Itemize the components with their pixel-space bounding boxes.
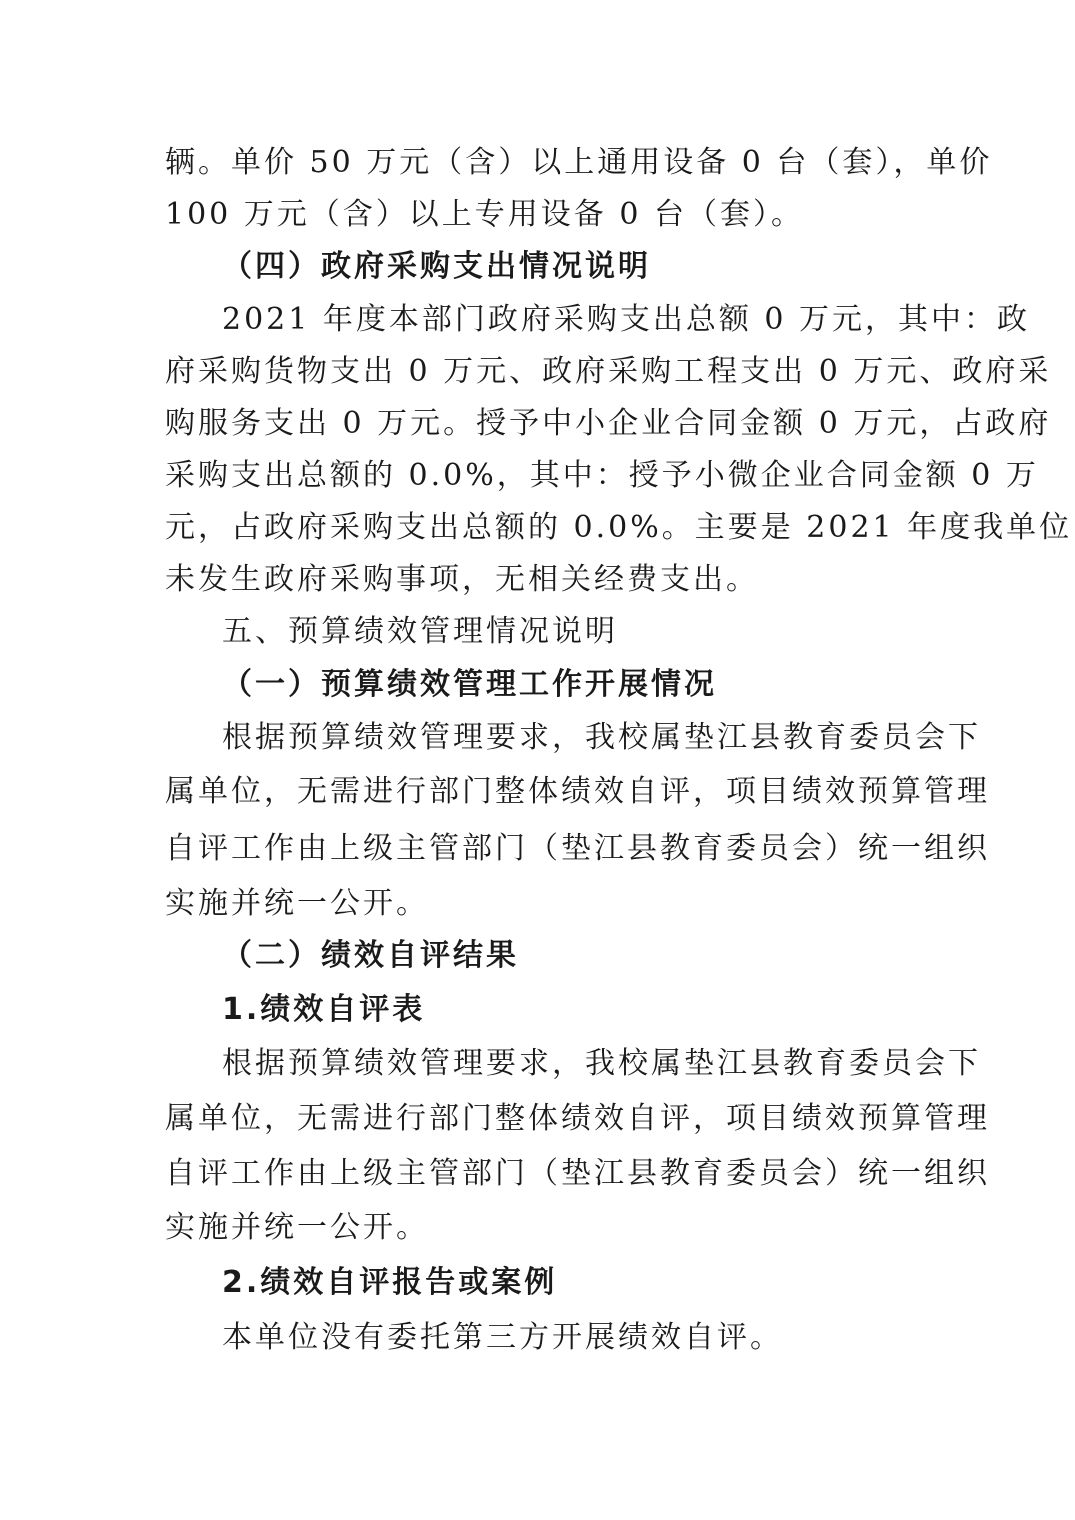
item-heading-2: 2.绩效自评报告或案例 bbox=[222, 1265, 558, 1300]
body-text-line: 2021 年度本部门政府采购支出总额 0 万元，其中：政 bbox=[222, 302, 1031, 337]
body-text-line: 府采购货物支出 0 万元、政府采购工程支出 0 万元、政府采 bbox=[165, 354, 1052, 389]
body-text-line: 实施并统一公开。 bbox=[165, 886, 429, 921]
body-text-line: 购服务支出 0 万元。授予中小企业合同金额 0 万元，占政府 bbox=[165, 406, 1052, 441]
subsection-heading-2: （二）绩效自评结果 bbox=[222, 938, 519, 973]
body-text-line: 100 万元（含）以上专用设备 0 台（套）。 bbox=[165, 197, 804, 232]
item-heading-1: 1.绩效自评表 bbox=[222, 992, 426, 1027]
body-text-line: 根据预算绩效管理要求，我校属垫江县教育委员会下 bbox=[222, 1046, 981, 1081]
body-text-line: 元，占政府采购支出总额的 0.0%。主要是 2021 年度我单位 bbox=[165, 510, 1073, 545]
subsection-heading-1: （一）预算绩效管理工作开展情况 bbox=[222, 667, 717, 702]
body-text-line: 实施并统一公开。 bbox=[165, 1210, 429, 1245]
body-text-line: 辆。单价 50 万元（含）以上通用设备 0 台（套），单价 bbox=[165, 145, 993, 180]
body-text-line: 未发生政府采购事项，无相关经费支出。 bbox=[165, 562, 759, 597]
body-text-line: 自评工作由上级主管部门（垫江县教育委员会）统一组织 bbox=[165, 831, 990, 866]
body-text-line: 本单位没有委托第三方开展绩效自评。 bbox=[222, 1320, 783, 1355]
body-text-line: 根据预算绩效管理要求，我校属垫江县教育委员会下 bbox=[222, 720, 981, 755]
body-text-line: 采购支出总额的 0.0%，其中：授予小微企业合同金额 0 万 bbox=[165, 458, 1039, 493]
body-text-line: 属单位，无需进行部门整体绩效自评，项目绩效预算管理 bbox=[165, 1101, 990, 1136]
body-text-line: 自评工作由上级主管部门（垫江县教育委员会）统一组织 bbox=[165, 1156, 990, 1191]
subsection-heading-4: （四）政府采购支出情况说明 bbox=[222, 249, 651, 284]
body-text-line: 属单位，无需进行部门整体绩效自评，项目绩效预算管理 bbox=[165, 774, 990, 809]
section-heading-5: 五、预算绩效管理情况说明 bbox=[222, 614, 618, 649]
